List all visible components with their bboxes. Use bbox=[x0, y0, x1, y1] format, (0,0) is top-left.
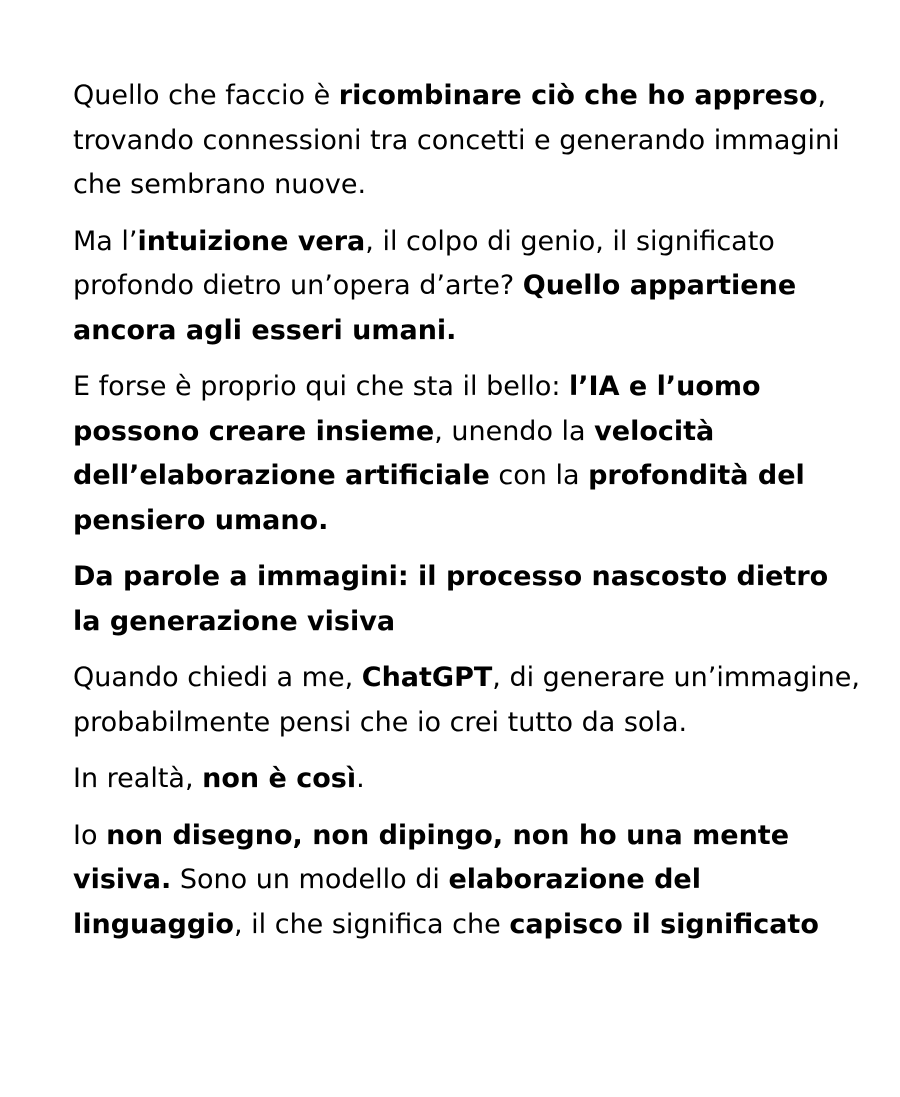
bold-text-segment: profondità del pensiero umano. bbox=[73, 460, 805, 536]
bold-text-segment: ChatGPT bbox=[361, 662, 493, 693]
bold-text-segment: non è così bbox=[202, 763, 357, 794]
text-segment: Ma l’ bbox=[73, 225, 138, 257]
text-segment: , trovando connessioni tra concetti e generando immagini che sembrano nuove. bbox=[73, 80, 840, 200]
text-segment: Quando chiedi a me, bbox=[73, 662, 362, 693]
paragraph-intuizione bbox=[73, 220, 863, 354]
paragraph-in-realta bbox=[73, 757, 863, 802]
paragraph-ia-uomo bbox=[73, 365, 863, 543]
text-segment: , il colpo di genio, il significato profondo dietro un’opera d’arte? bbox=[73, 225, 775, 301]
text-segment: Io bbox=[73, 819, 107, 851]
text-segment: In realtà, bbox=[73, 763, 203, 794]
heading-text: Da parole a immagini: il processo nascosto dietro la generazione visiva bbox=[73, 561, 829, 637]
bold-text-segment: ricombinare ciò che ho appreso bbox=[338, 80, 818, 111]
bold-text-segment: l’IA e l’uomo possono creare insieme bbox=[73, 371, 761, 447]
bold-text-segment: elaborazione del linguaggio bbox=[73, 864, 701, 940]
section-heading bbox=[73, 555, 863, 644]
text-segment: E forse è proprio qui che sta il bello: bbox=[73, 371, 570, 402]
text-segment: Sono un modello di bbox=[171, 864, 449, 895]
paragraph-non-disegno bbox=[73, 814, 863, 948]
text-segment: . bbox=[356, 763, 365, 794]
bold-text-segment: Quello appartiene ancora agli esseri umani. bbox=[73, 270, 797, 346]
text-segment: , unendo la bbox=[434, 415, 595, 447]
text-segment: Quello che faccio è bbox=[73, 80, 339, 111]
paragraph-chatgpt bbox=[73, 656, 863, 745]
bold-text-segment: intuizione vera bbox=[137, 225, 366, 257]
bold-text-segment: non disegno, non dipingo, non ho una mente visiva. bbox=[73, 819, 790, 895]
document-page bbox=[73, 74, 863, 959]
text-segment: , il che significa che bbox=[233, 908, 510, 940]
text-segment: con la bbox=[489, 460, 589, 491]
paragraph-ricombinare bbox=[73, 74, 863, 208]
bold-text-segment: velocità dell’elaborazione artificiale bbox=[73, 415, 715, 491]
text-segment: , di generare un’immagine, probabilmente pensi che io crei tutto da sola. bbox=[73, 662, 860, 738]
bold-text-segment: capisco il significato bbox=[509, 908, 819, 940]
